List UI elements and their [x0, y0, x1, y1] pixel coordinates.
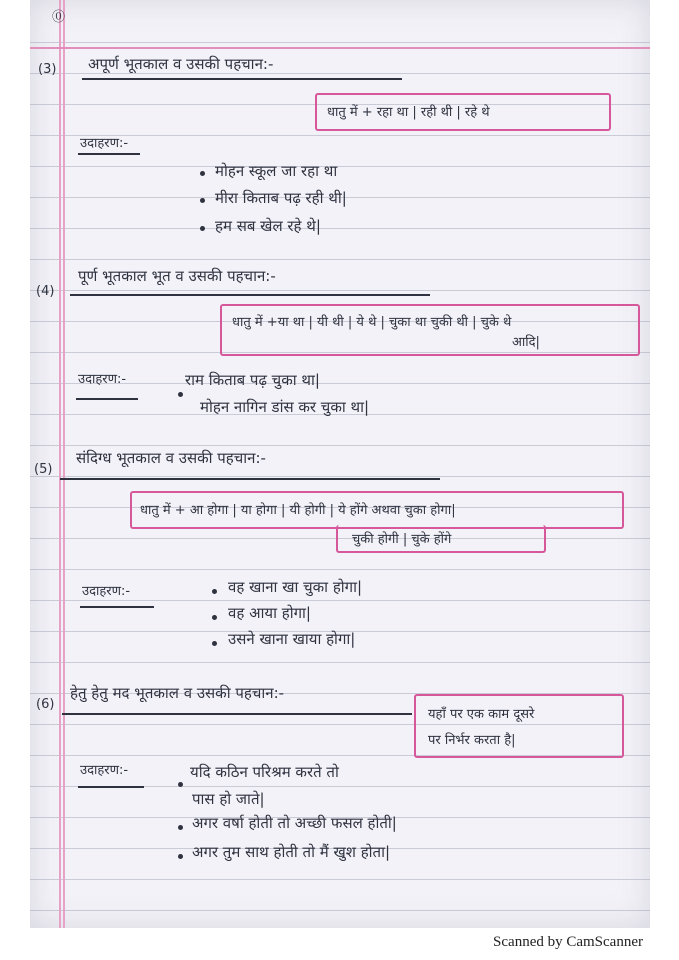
section-3-heading-underline — [82, 78, 402, 80]
bullet — [200, 226, 205, 231]
section-5-label-underline — [80, 606, 154, 608]
section-5-example-1: वह खाना खा चुका होगा| — [228, 578, 363, 596]
section-5-rule-line-2: चुकी होगी | चुके होंगे — [352, 532, 452, 547]
section-6-rule-line-1: यहाँ पर एक काम दूसरे — [428, 707, 535, 722]
section-6-heading-underline — [62, 713, 412, 715]
section-3-example-2: मीरा किताब पढ़ रही थी| — [215, 189, 347, 207]
section-6-example-4: अगर तुम साथ होती तो मैं खुश होता| — [192, 843, 391, 861]
bullet — [212, 615, 217, 620]
section-5-number: (5) — [34, 462, 53, 477]
bullet — [212, 589, 217, 594]
section-4-rule-line-2: आदि| — [512, 335, 540, 350]
bullet — [200, 171, 205, 176]
bullet — [178, 392, 183, 397]
bullet — [178, 782, 183, 787]
section-3-number: (3) — [38, 62, 57, 77]
section-3-example-3: हम सब खेल रहे थे| — [215, 217, 321, 235]
section-3-heading: अपूर्ण भूतकाल व उसकी पहचान:- — [88, 55, 274, 73]
bullet — [212, 641, 217, 646]
top-margin-line — [30, 47, 650, 49]
section-5-rule-line-1: धातु में + आ होगा | या होगा | यी होगी | ये होंगे अथवा चुका होगा| — [140, 503, 456, 518]
section-4-number: (4) — [36, 284, 55, 299]
section-6-example-3: अगर वर्षा होती तो अच्छी फसल होती| — [192, 814, 397, 832]
section-5-example-2: वह आया होगा| — [228, 604, 311, 622]
bullet — [178, 825, 183, 830]
section-4-rule-line-1: धातु में +या था | यी थी | ये थे | चुका था चुकी थी | चुके थे — [232, 315, 512, 330]
section-4-label-underline — [76, 398, 138, 400]
section-4-heading: पूर्ण भूतकाल भूत व उसकी पहचान:- — [78, 267, 276, 285]
bullet — [200, 198, 205, 203]
bullet — [178, 854, 183, 859]
section-4-example-2: मोहन नागिन डांस कर चुका था| — [200, 398, 370, 416]
section-5-heading-underline — [60, 478, 440, 480]
margin-line-left-2 — [63, 0, 65, 928]
section-3-examples-label: उदाहरण:- — [80, 136, 129, 151]
section-6-example-2: पास हो जाते| — [192, 790, 265, 808]
section-6-label-underline — [78, 786, 144, 788]
section-5-example-3: उसने खाना खाया होगा| — [228, 630, 356, 648]
section-4-example-1: राम किताब पढ़ चुका था| — [185, 371, 320, 389]
section-3-label-underline — [78, 153, 140, 155]
section-6-number: (6) — [36, 697, 55, 712]
section-6-example-1: यदि कठिन परिश्रम करते तो — [190, 763, 339, 781]
section-5-examples-label: उदाहरण:- — [82, 584, 131, 599]
section-6-rule-line-2: पर निर्भर करता है| — [428, 733, 516, 748]
section-6-heading: हेतु हेतु मद भूतकाल व उसकी पहचान:- — [70, 684, 285, 702]
section-4-heading-underline — [70, 294, 430, 296]
section-5-heading: संदिग्ध भूतकाल व उसकी पहचान:- — [76, 449, 266, 467]
section-4-examples-label: उदाहरण:- — [78, 372, 127, 387]
section-3-rule-line-1: धातु में + रहा था | रही थी | रहे थे — [327, 105, 490, 120]
section-6-examples-label: उदाहरण:- — [80, 763, 129, 778]
page-marker: ⓪ — [52, 10, 66, 25]
section-3-example-1: मोहन स्कूल जा रहा था — [215, 162, 338, 180]
scanner-watermark: Scanned by CamScanner — [493, 934, 643, 950]
margin-line-left — [59, 0, 61, 928]
